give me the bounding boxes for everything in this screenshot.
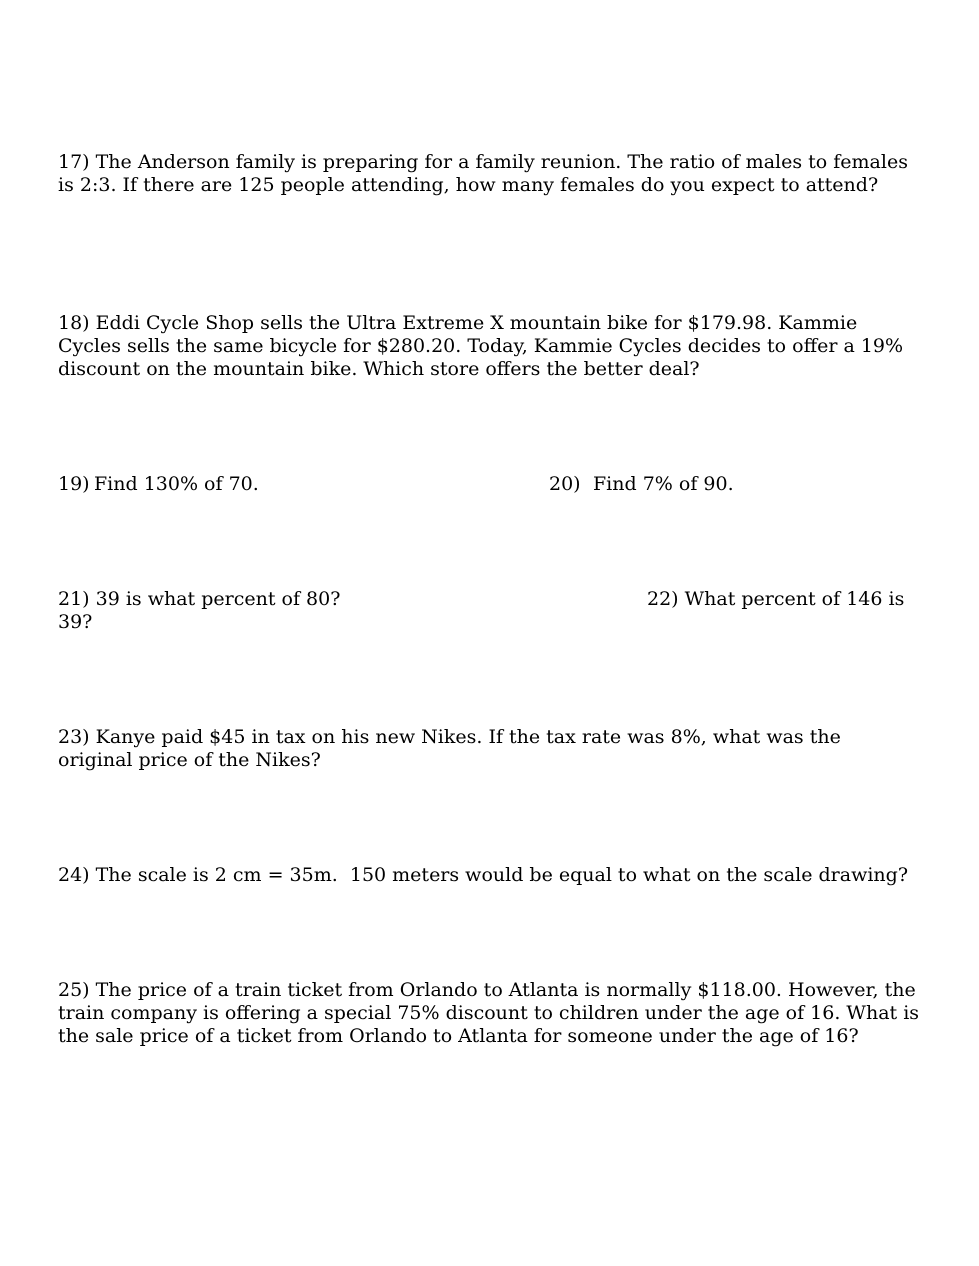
question-20 [549, 473, 734, 496]
question-24: 24) The scale is 2 cm = 35m. 150 meters would be equal to what on the scale drawing? [58, 864, 908, 886]
question-23: 23) Kanye paid $45 in tax on his new Nikes. If the tax rate was 8%, what was the original price of the Nikes? [58, 726, 841, 771]
question-17: 17) The Anderson family is preparing for a family reunion. The ratio of males to females is 2:3. If there are 125 people attending, how many females do you expect to attend? [58, 151, 908, 196]
question-25: 25) The price of a train ticket from Orlando to Atlanta is normally $118.00. However, the train company is offering a special 75% discount to children under the age of 16. What is the sale price of a ticket from Orlando to Atlanta for someone under the age of 16? [58, 979, 920, 1047]
question-20-text: Find 7% of 90. [593, 473, 734, 495]
question-18: 18) Eddi Cycle Shop sells the Ultra Extreme X mountain bike for $179.98. Kammie Cycles sells the same bicycle for $280.20. Today, Kammie Cycles decides to offer a 19% discount on the mountain bike. Which store offers the better deal? [58, 312, 904, 380]
question-19-number: 19) [58, 473, 90, 495]
question-20-number: 20) [549, 473, 581, 495]
question-21: 21) 39 is what percent of 80? [58, 588, 341, 610]
question-22: 22) What percent of 146 is [647, 588, 905, 610]
question-22-continuation: 39? [58, 611, 93, 633]
question-19-text: Find 130% of 70. [94, 473, 259, 495]
question-19 [58, 473, 259, 496]
